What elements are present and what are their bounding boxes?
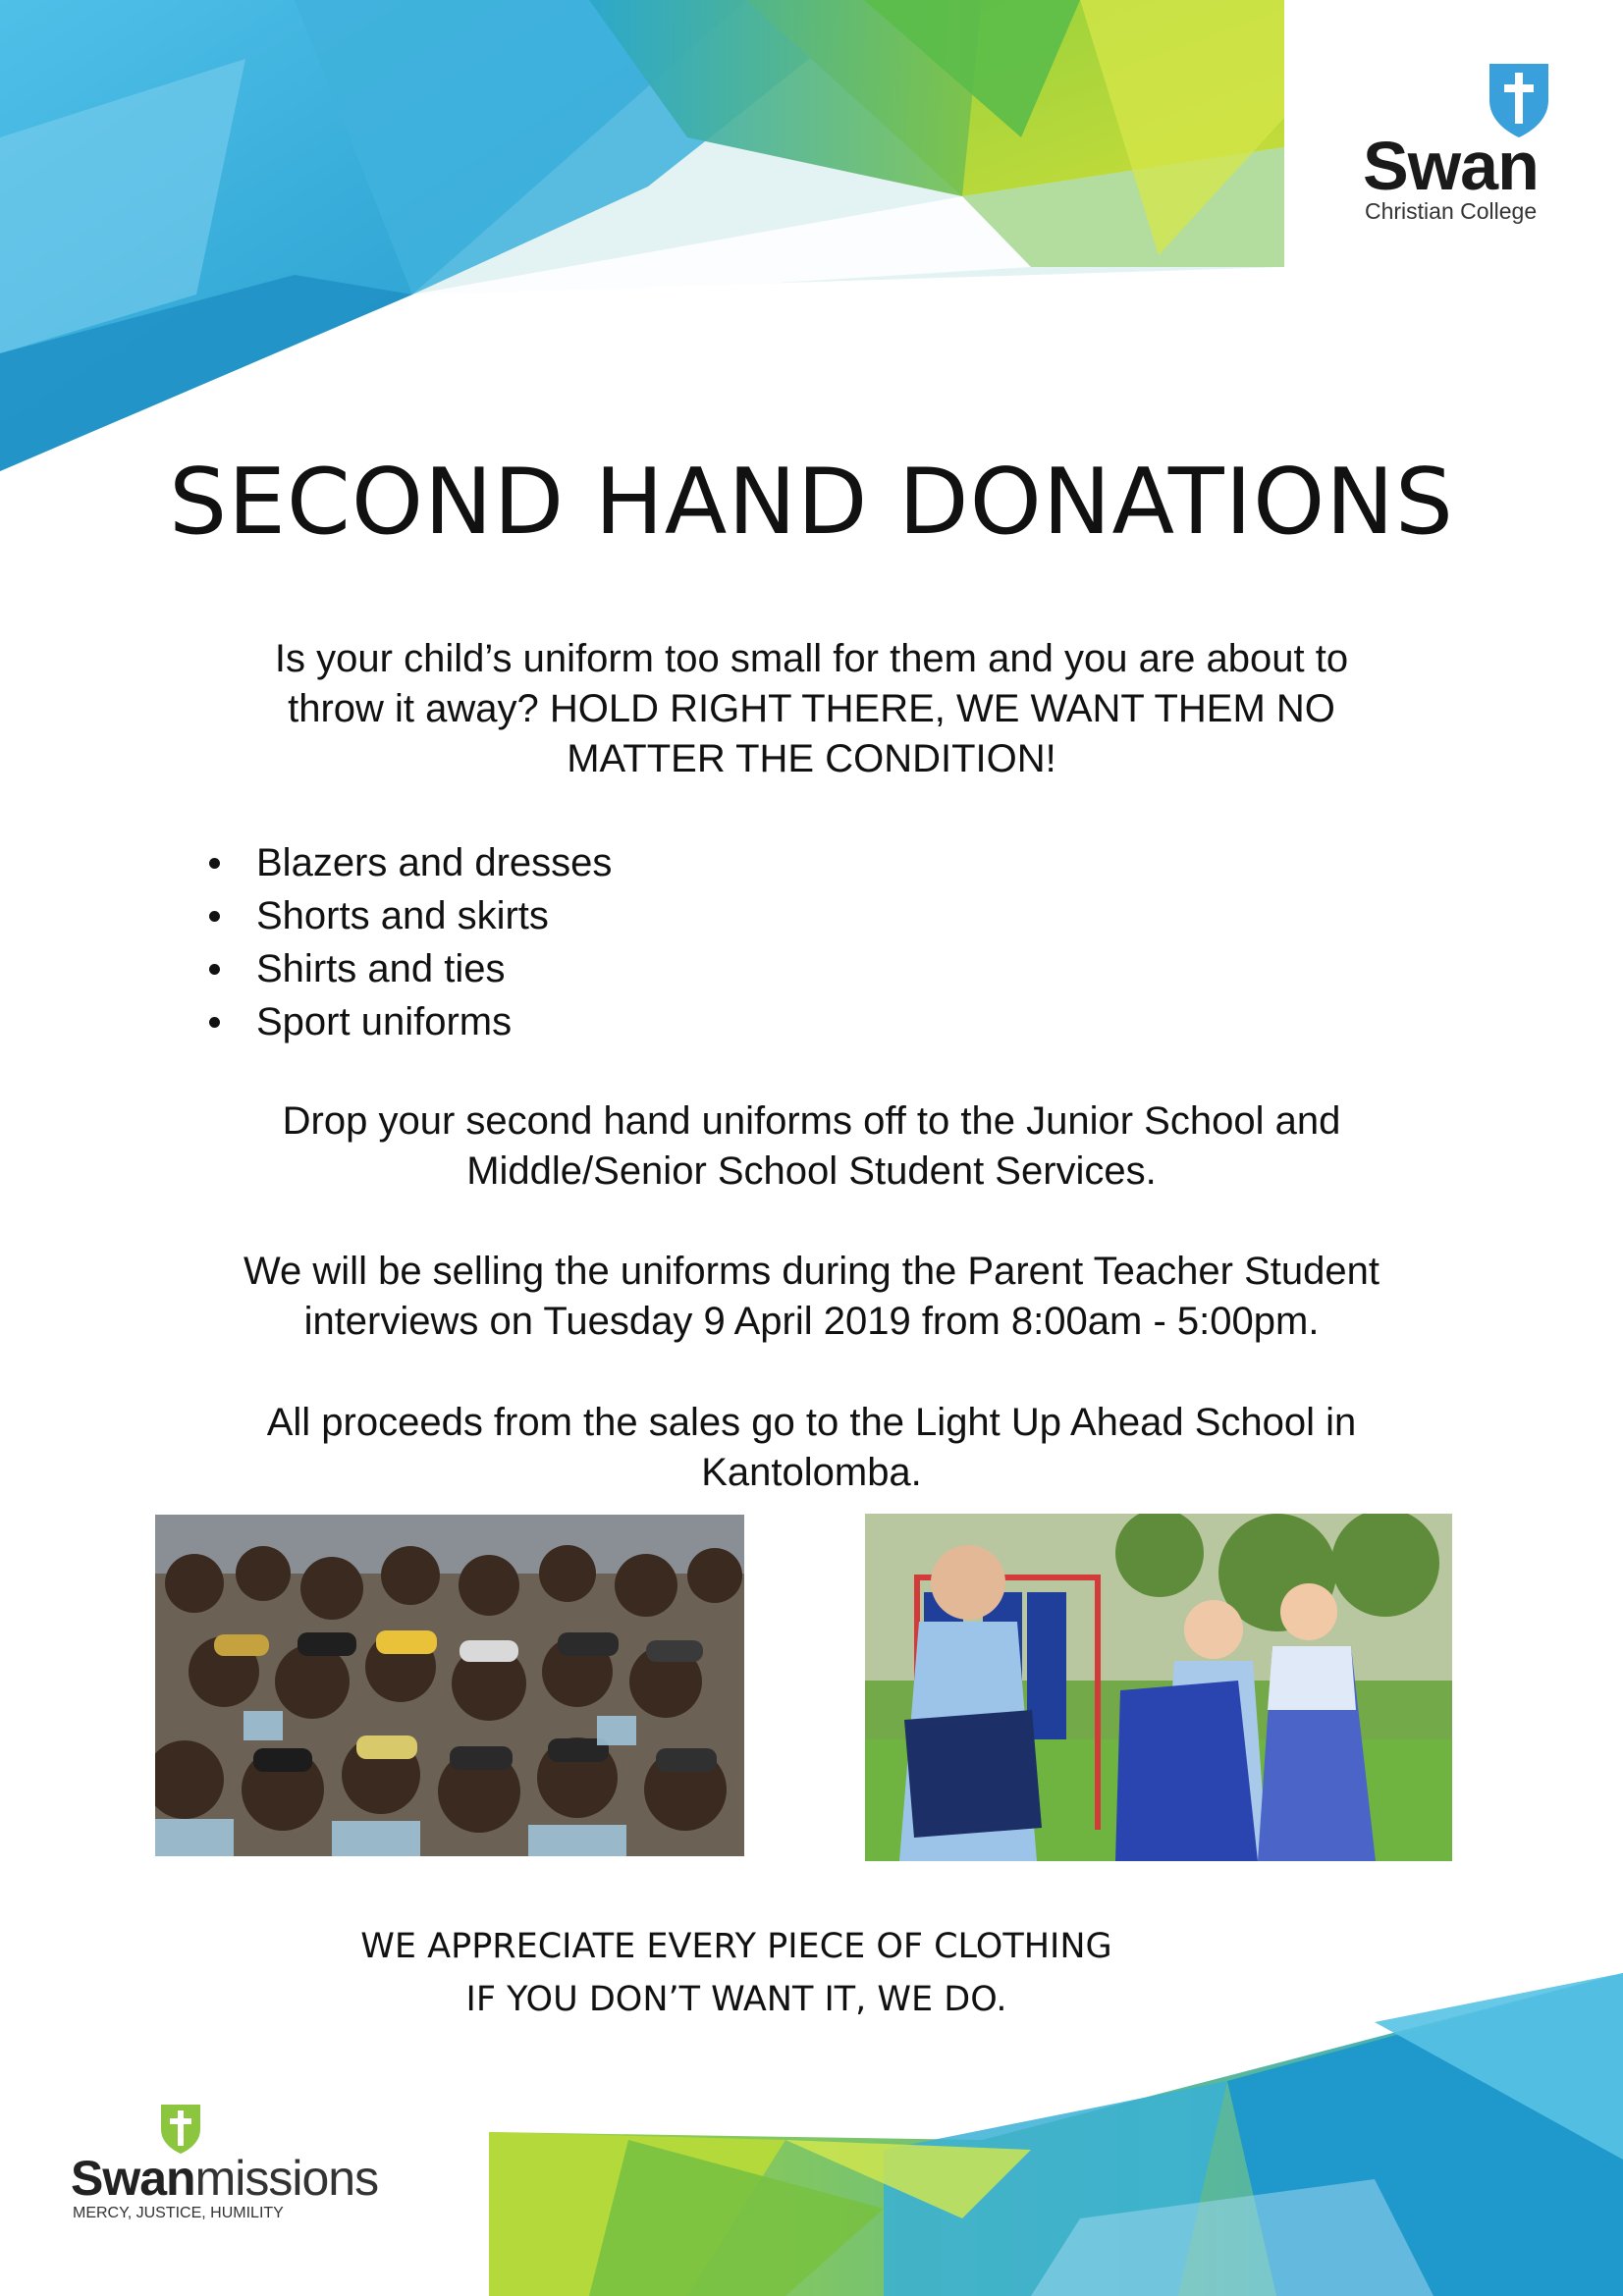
list-item-label: Shirts and ties [256, 947, 506, 990]
bullet-icon [209, 858, 220, 869]
list-item [201, 995, 612, 1048]
missions-logo-bold: Swan [71, 2151, 195, 2206]
proceeds-paragraph [118, 1398, 1505, 1498]
page-title: SECOND HAND DONATIONS [169, 449, 1454, 555]
dropoff-paragraph [118, 1096, 1505, 1197]
list-item [201, 942, 612, 995]
top-left-shapes [0, 0, 1284, 471]
list-item [201, 836, 612, 889]
intro-line-2: throw it away? HOLD RIGHT THERE, WE WANT THEM NO [288, 687, 1335, 730]
intro-line-1: Is your child’s uniform too small for them and you are about to [274, 637, 1349, 680]
proceeds-line-2: Kantolomba. [701, 1451, 922, 1494]
missions-logo-tagline: MERCY, JUSTICE, HUMILITY [73, 2205, 284, 2221]
footer-line-1: WE APPRECIATE EVERY PIECE OF CLOTHING [360, 1927, 1112, 1966]
bullet-icon [209, 964, 220, 975]
dropoff-line-1: Drop your second hand uniforms off to the Junior School and [282, 1099, 1341, 1143]
uniform-item-list [201, 836, 612, 1048]
sale-line-1: We will be selling the uniforms during the Parent Teacher Student [243, 1250, 1380, 1293]
logo-subtitle: Christian College [1365, 198, 1538, 224]
bullet-icon [209, 1017, 220, 1028]
missions-logo-name [71, 2151, 379, 2206]
logo-name: Swan [1363, 128, 1539, 204]
children-crowd-photo [155, 1515, 744, 1856]
students-uniforms-photo [865, 1514, 1452, 1861]
list-item [201, 889, 612, 942]
missions-logo-light: missions [194, 2151, 379, 2206]
proceeds-line-1: All proceeds from the sales go to the Light Up Ahead School in [266, 1401, 1357, 1444]
list-item-label: Shorts and skirts [256, 894, 549, 937]
sale-line-2: interviews on Tuesday 9 April 2019 from 8:00am - 5:00pm. [303, 1300, 1320, 1343]
swan-college-logo [1355, 61, 1571, 238]
sale-paragraph [118, 1247, 1505, 1347]
intro-paragraph [118, 634, 1505, 784]
bullet-icon [209, 911, 220, 922]
intro-line-3: MATTER THE CONDITION! [567, 737, 1056, 780]
dropoff-line-2: Middle/Senior School Student Services. [466, 1149, 1157, 1193]
bottom-right-shapes [489, 1973, 1623, 2296]
swan-missions-logo [69, 2103, 412, 2230]
list-item-label: Blazers and dresses [256, 841, 613, 884]
list-item-label: Sport uniforms [256, 1000, 513, 1043]
shield-cross-icon [159, 2103, 202, 2156]
footer-line-2: IF YOU DON’T WANT IT, WE DO. [465, 1980, 1007, 2019]
